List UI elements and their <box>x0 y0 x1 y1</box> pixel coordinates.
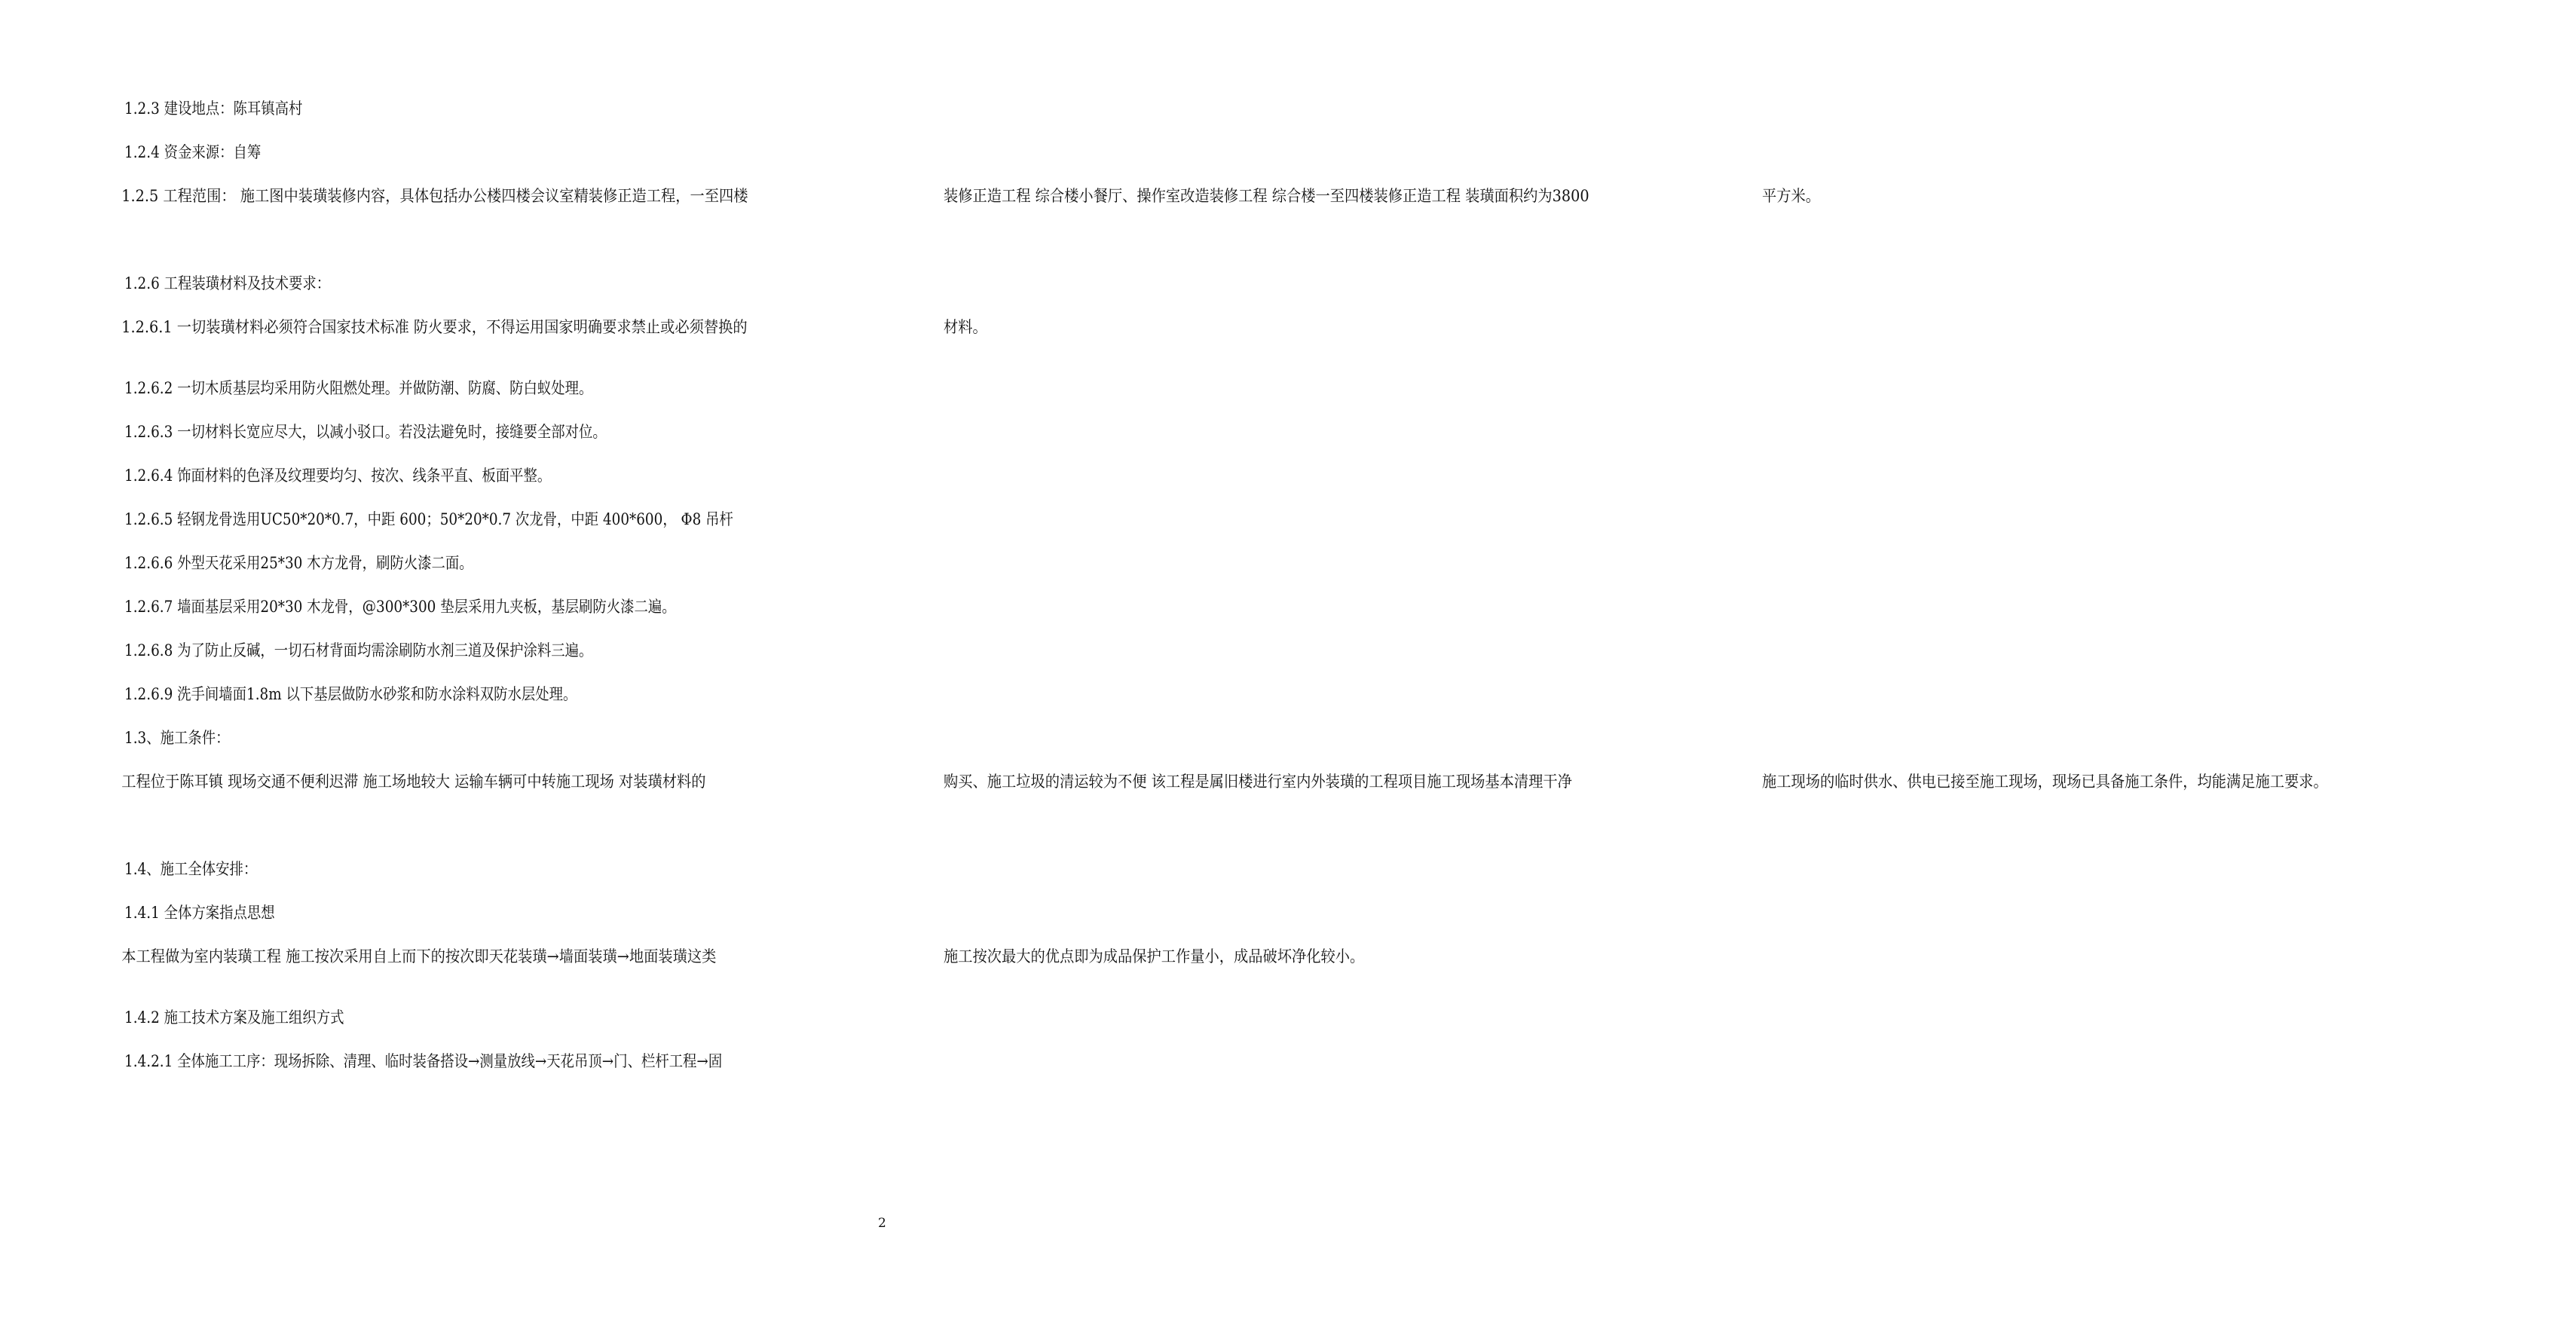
text-line: 1.2.6.2 一切木质基层均采用防火阻燃处理。并做防潮、防腐、防白蚁处理。 <box>124 379 593 397</box>
text-line: 1.2.6 工程装璜材料及技术要求： <box>124 274 331 292</box>
paragraph-1-2-6-7 <box>90 592 938 622</box>
text-line: 1.2.6.9 洗手间墙面1.8m 以下基层做防水砂浆和防水涂料双防水层处理。 <box>124 685 577 703</box>
paragraph-1-4-1-body <box>90 942 1364 972</box>
paragraph-1-2-6-9 <box>90 680 938 709</box>
text-line: 1.2.6.5 轻钢龙骨选用UC50*20*0.7，中距 600；50*20*0.7 次龙骨，中距 400*600， Φ8 吊杆 <box>124 510 733 528</box>
text-line: 平方米。 <box>1762 187 1821 205</box>
text-line: 工程位于陈耳镇 现场交通不便利迟滞 施工场地较大 运输车辆可中转施工现场 对装璜材料的 <box>121 773 706 791</box>
text-line: 1.2.6.6 外型天花采用25*30 木方龙骨，刷防火漆二面。 <box>124 554 473 572</box>
paragraph-1-2-5 <box>90 182 1821 211</box>
text-line: 1.4、施工全体安排： <box>124 860 258 878</box>
heading-1-4-1 <box>90 898 938 928</box>
text-line: 1.2.6.8 为了防止反碱，一切石材背面均需涂刷防水剂三道及保护涂料三遍。 <box>124 641 593 659</box>
text-line: 1.4.2.1 全体施工工序：现场拆除、清理、临时装备搭设→测量放线→天花吊顶→门、栏杆工程→固 <box>124 1052 723 1070</box>
text-line: 施工现场的临时供水、供电已接至施工现场，现场已具备施工条件，均能满足施工要求。 <box>1762 773 2329 791</box>
text-line: 1.2.6.4 饰面材料的色泽及纹理要均匀、按次、线条平直、板面平整。 <box>124 467 552 485</box>
page-number: 2 <box>878 1216 886 1231</box>
heading-1-3 <box>90 724 938 753</box>
text-line: 1.2.6.3 一切材料长宽应尽大，以减小驳口。若没法避免时，接缝要全部对位。 <box>124 423 607 441</box>
text-line: 材料。 <box>943 318 987 336</box>
text-line: 1.2.5 工程范围： 施工图中装璜装修内容，具体包括办公楼四楼会议室精装修正造工程，一至四楼 <box>121 187 748 205</box>
text-line: 装修正造工程 综合楼小餐厅、操作室改造装修工程 综合楼一至四楼装修正造工程 装璜面积约为3800 <box>943 187 1589 205</box>
text-line: 施工按次最大的优点即为成品保护工作量小，成品破坏净化较小。 <box>943 947 1364 965</box>
paragraph-1-4-2-1 <box>90 1047 938 1076</box>
paragraph-1-2-6-2 <box>90 374 938 403</box>
paragraph-1-2-6-6 <box>90 549 938 578</box>
text-line: 1.2.6.1 一切装璜材料必须符合国家技术标准 防火要求，不得运用国家明确要求禁止或必须替换的 <box>121 318 748 336</box>
text-line: 1.2.4 资金来源：自筹 <box>124 143 262 161</box>
paragraph-1-2-6-3 <box>90 418 938 447</box>
paragraph-1-2-6 <box>90 269 938 298</box>
paragraph-1-2-6-8 <box>90 636 938 666</box>
heading-1-4-2 <box>90 1003 938 1033</box>
paragraph-1-2-6-4 <box>90 461 938 491</box>
heading-1-4 <box>90 855 938 884</box>
paragraph-1-2-3 <box>90 94 938 124</box>
text-line: 1.3、施工条件： <box>124 729 230 747</box>
text-line: 购买、施工垃圾的清运较为不便 该工程是属旧楼进行室内外装璜的工程项目施工现场基本清理干净 <box>943 773 1572 791</box>
text-line: 本工程做为室内装璜工程 施工按次采用自上而下的按次即天花装璜→墙面装璜→地面装璜这类 <box>121 947 717 965</box>
text-line: 1.4.1 全体方案指点思想 <box>124 904 275 922</box>
paragraph-1-2-4 <box>90 138 938 167</box>
paragraph-1-3-body <box>90 767 2329 797</box>
text-line: 1.4.2 施工技术方案及施工组织方式 <box>124 1008 344 1027</box>
text-line: 1.2.3 建设地点：陈耳镇高村 <box>124 99 303 118</box>
text-line: 1.2.6.7 墙面基层采用20*30 木龙骨，@300*300 垫层采用九夹板，基层刷防火漆二遍。 <box>124 598 676 616</box>
paragraph-1-2-6-5 <box>90 505 938 534</box>
paragraph-1-2-6-1 <box>90 313 987 342</box>
